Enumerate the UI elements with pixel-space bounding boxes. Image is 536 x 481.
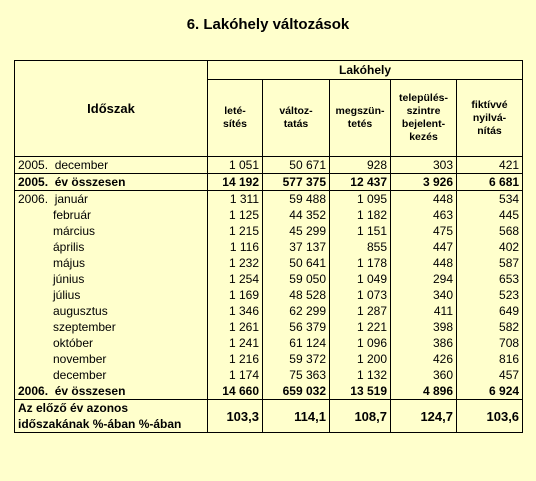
- table-cell: 445: [457, 207, 523, 223]
- table-cell: 457: [457, 367, 523, 383]
- column-header-line: kezés: [409, 131, 438, 143]
- table-cell: 59 050: [263, 271, 330, 287]
- table-row: [15, 157, 523, 174]
- table-cell: 582: [457, 319, 523, 335]
- table-cell: 1 116: [208, 239, 263, 255]
- table-row: [15, 271, 523, 287]
- column-header-line: nyilvá-: [472, 111, 507, 124]
- table-cell: 1 261: [208, 319, 263, 335]
- column-header: [330, 80, 391, 157]
- group-header: Lakóhely: [208, 61, 523, 80]
- table-cell: 1 254: [208, 271, 263, 287]
- table-cell: 4 896: [391, 383, 457, 400]
- table-cell: 1 095: [330, 191, 391, 208]
- table-cell: 1 311: [208, 191, 263, 208]
- column-header: [391, 80, 457, 157]
- table-cell: 1 151: [330, 223, 391, 239]
- column-header-line: megszün-: [335, 105, 385, 117]
- table-cell: 411: [391, 303, 457, 319]
- table-row: [15, 287, 523, 303]
- row-label: július: [15, 287, 208, 303]
- table-cell: 1 216: [208, 351, 263, 367]
- table-cell: 14 660: [208, 383, 263, 400]
- table-row: [15, 351, 523, 367]
- footer-row: [15, 400, 523, 433]
- table-cell: 1 287: [330, 303, 391, 319]
- column-header-line: tetés: [347, 118, 373, 130]
- row-label: március: [15, 223, 208, 239]
- column-header-line: változ-: [279, 105, 313, 117]
- column-header-line: fiktívvé: [471, 98, 508, 111]
- column-header-line: leté-: [224, 105, 246, 117]
- row-label: április: [15, 239, 208, 255]
- table-cell: 14 192: [208, 174, 263, 191]
- page-title: 6. Lakóhely változások: [186, 16, 350, 33]
- row-label: 2006. január: [15, 191, 208, 208]
- row-label: november: [15, 351, 208, 367]
- table-cell: 1 132: [330, 367, 391, 383]
- row-label: szeptember: [15, 319, 208, 335]
- table-cell: 360: [391, 367, 457, 383]
- table-row: [15, 223, 523, 239]
- table-cell: 44 352: [263, 207, 330, 223]
- footer-label: [15, 400, 208, 433]
- table-cell: 48 528: [263, 287, 330, 303]
- column-header-line: tatás: [283, 118, 309, 130]
- table-cell: 45 299: [263, 223, 330, 239]
- table-row: [15, 207, 523, 223]
- table-cell: 398: [391, 319, 457, 335]
- table-cell: 448: [391, 191, 457, 208]
- table-cell: 659 032: [263, 383, 330, 400]
- footer-cell: 114,1: [263, 400, 330, 433]
- column-header-line: település-: [398, 92, 448, 104]
- data-table: [14, 60, 523, 433]
- table-cell: 3 926: [391, 174, 457, 191]
- table-cell: 577 375: [263, 174, 330, 191]
- table-cell: 303: [391, 157, 457, 174]
- table-cell: 534: [457, 191, 523, 208]
- table-cell: 448: [391, 255, 457, 271]
- table-cell: 928: [330, 157, 391, 174]
- table-row: [15, 255, 523, 271]
- footer-label-line: időszakának %-ában %-ában: [18, 417, 182, 431]
- table-cell: 708: [457, 335, 523, 351]
- table-cell: 13 519: [330, 383, 391, 400]
- table-cell: 6 924: [457, 383, 523, 400]
- footer-cell: 124,7: [391, 400, 457, 433]
- table-cell: 1 221: [330, 319, 391, 335]
- table-cell: 50 671: [263, 157, 330, 174]
- table-cell: 50 641: [263, 255, 330, 271]
- table-cell: 1 169: [208, 287, 263, 303]
- table-cell: 6 681: [457, 174, 523, 191]
- column-header-line: nítás: [477, 124, 502, 137]
- row-label: december: [15, 367, 208, 383]
- table-cell: 1 096: [330, 335, 391, 351]
- footer-label-line: Az előző év azonos: [18, 401, 129, 415]
- table-cell: 56 379: [263, 319, 330, 335]
- table-cell: 1 049: [330, 271, 391, 287]
- table-cell: 426: [391, 351, 457, 367]
- table-cell: 1 174: [208, 367, 263, 383]
- table-row: [15, 383, 523, 400]
- table-cell: 587: [457, 255, 523, 271]
- table-row: [15, 319, 523, 335]
- table-cell: 59 488: [263, 191, 330, 208]
- table-row: [15, 239, 523, 255]
- row-label: augusztus: [15, 303, 208, 319]
- column-header-line: bejelent-: [401, 118, 446, 130]
- table-row: [15, 303, 523, 319]
- column-header-line: sítés: [223, 118, 247, 130]
- table-cell: 1 178: [330, 255, 391, 271]
- table-cell: 1 215: [208, 223, 263, 239]
- table-cell: 75 363: [263, 367, 330, 383]
- row-label: május: [15, 255, 208, 271]
- table-cell: 37 137: [263, 239, 330, 255]
- footer-cell: 103,6: [457, 400, 523, 433]
- table-cell: 59 372: [263, 351, 330, 367]
- table-cell: 402: [457, 239, 523, 255]
- table-cell: 653: [457, 271, 523, 287]
- table-cell: 1 182: [330, 207, 391, 223]
- row-label: február: [15, 207, 208, 223]
- table-cell: 463: [391, 207, 457, 223]
- table-cell: 523: [457, 287, 523, 303]
- row-label: 2006. év összesen: [15, 383, 208, 400]
- row-label: október: [15, 335, 208, 351]
- table-cell: 475: [391, 223, 457, 239]
- footer-cell: 108,7: [330, 400, 391, 433]
- table-cell: 1 051: [208, 157, 263, 174]
- column-header: [457, 80, 523, 157]
- table-cell: 568: [457, 223, 523, 239]
- table-cell: 1 125: [208, 207, 263, 223]
- table-cell: 1 232: [208, 255, 263, 271]
- table-cell: 294: [391, 271, 457, 287]
- table-cell: 855: [330, 239, 391, 255]
- table-cell: 447: [391, 239, 457, 255]
- table-cell: 12 437: [330, 174, 391, 191]
- table-row: [15, 191, 523, 208]
- table-cell: 62 299: [263, 303, 330, 319]
- table-cell: 340: [391, 287, 457, 303]
- row-label: 2005. év összesen: [15, 174, 208, 191]
- table-cell: 649: [457, 303, 523, 319]
- row-label: 2005. december: [15, 157, 208, 174]
- column-header-line: szintre: [406, 105, 441, 117]
- column-header: [208, 80, 263, 157]
- table-cell: 816: [457, 351, 523, 367]
- table-row: [15, 335, 523, 351]
- table-cell: 1 073: [330, 287, 391, 303]
- period-header: Időszak: [15, 61, 208, 157]
- table-cell: 1 346: [208, 303, 263, 319]
- table-cell: 61 124: [263, 335, 330, 351]
- table-row: [15, 367, 523, 383]
- table-cell: 386: [391, 335, 457, 351]
- footer-cell: 103,3: [208, 400, 263, 433]
- table-cell: 421: [457, 157, 523, 174]
- table-cell: 1 200: [330, 351, 391, 367]
- table-cell: 1 241: [208, 335, 263, 351]
- column-header: [263, 80, 330, 157]
- table-row: [15, 174, 523, 191]
- row-label: június: [15, 271, 208, 287]
